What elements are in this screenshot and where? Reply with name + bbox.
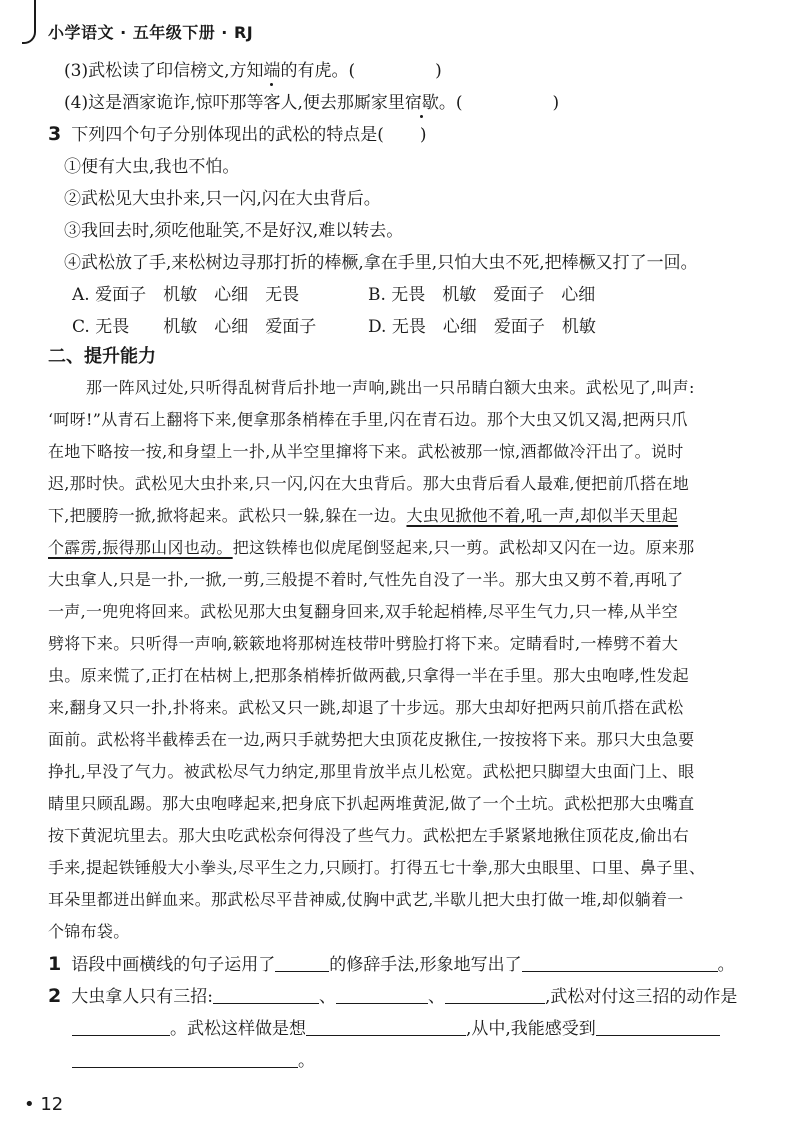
passage-line: 手来,提起铁锤般大小拳头,尽平生之力,只顾打。打得五七十拳,那大虫眼里、口里、鼻子里、 xyxy=(48,858,706,877)
passage-text: 下,把腰胯一掀,掀将起来。武松只一躲,躲在一边。 xyxy=(48,506,407,525)
q2-item-4-post: 。( xyxy=(438,93,463,113)
q3-stem-text: 下列四个句子分别体现出的武松的特点是( xyxy=(71,125,384,145)
passage-line: 一声,一兜兜将回来。武松见那大虫复翻身回来,双手轮起梢棒,尽平生气力,只一棒,从半空 xyxy=(48,602,679,621)
q2-text-e: 。 xyxy=(298,1051,315,1071)
q2-item-3-post: 的有虎。( xyxy=(280,61,356,81)
q1-number: 1 xyxy=(48,953,62,975)
answer-blank[interactable] xyxy=(213,987,319,1004)
q3-sentence-4: ④武松放了手,来松树边寻那打折的棒橛,拿在手里,只怕大虫不死,把棒橛又打了一回。 xyxy=(64,253,698,273)
q2-item-4-close: ) xyxy=(552,93,560,113)
q2-item-3-dotted: 端 xyxy=(263,61,281,81)
passage-line xyxy=(48,503,752,526)
passage-line: 来,翻身又只一扑,扑将来。武松又只一跳,却退了十步远。那大虫却好把两只前爪搭在武松 xyxy=(48,698,684,717)
q2-item-4-pre: (4)这是酒家诡诈,惊吓那等客人,便去那厮家里 xyxy=(64,93,405,113)
answer-blank[interactable] xyxy=(336,987,428,1004)
q2-item-3 xyxy=(64,56,442,81)
section-title: 二、提升能力 xyxy=(48,346,156,367)
passage-line: 大虫拿人,只是一扑,一掀,一剪,三般提不着时,气性先自没了一半。那大虫又剪不着,再吼了 xyxy=(48,570,684,589)
answer-blank[interactable] xyxy=(596,1019,720,1036)
passage-line: 睛里只顾乱踢。那大虫咆哮起来,把身底下扒起两堆黄泥,做了一个土坑。武松把那大虫嘴直 xyxy=(48,794,695,813)
passage-line: ‘呵呀!”从青石上翻将下来,便拿那条梢棒在手里,闪在青石边。那个大虫又饥又渴,把两只爪 xyxy=(48,410,688,429)
q2-item-4 xyxy=(64,88,559,113)
page-header: 小学语文 · 五年级下册 · RJ xyxy=(48,23,254,42)
passage-line: 按下黄泥坑里去。那大虫吃武松奈何得没了些气力。武松把左手紧紧地揪住顶花皮,偷出右 xyxy=(48,826,690,845)
passage-line: 个锦布袋。 xyxy=(48,922,130,941)
q3-close: ) xyxy=(419,125,427,145)
passage-text: 把这铁棒也似虎尾倒竖起来,只一剪。武松却又闪在一边。原来那 xyxy=(232,538,695,557)
passage-line: 劈将下来。只听得一声响,簌簌地将那树连枝带叶劈脸打将下来。定睛看时,一棒劈不着大 xyxy=(48,634,679,653)
q3-number: 3 xyxy=(48,123,62,145)
underlined-sentence: 个霹雳,振得那山冈也动。 xyxy=(48,538,233,557)
question-2 xyxy=(48,982,737,1007)
q3-option-a[interactable]: A. 爱面子 机敏 心细 无畏 xyxy=(72,285,300,305)
answer-blank[interactable] xyxy=(306,1019,466,1036)
answer-blank[interactable] xyxy=(522,955,718,972)
q1-text-a: 语段中画横线的句子运用了 xyxy=(71,955,276,975)
passage-line: 迟,那时快。武松见大虫扑来,只一闪,闪在大虫背后。那大虫背后看人最难,便把前爪搭在地 xyxy=(48,474,689,493)
q2-item-4-dotted: 宿歇 xyxy=(404,93,439,113)
q2-item-3-close: ) xyxy=(435,61,442,81)
q3-stem xyxy=(48,120,427,145)
q2-text-d: ,从中,我能感受到 xyxy=(466,1019,596,1039)
q2-text-c: 。武松这样做是想 xyxy=(170,1019,306,1039)
page-number: • 12 xyxy=(24,1094,64,1115)
q2-text-a: 大虫拿人只有三招: xyxy=(71,987,213,1007)
q3-option-d[interactable]: D. 无畏 心细 爱面子 机敏 xyxy=(368,317,596,337)
passage-line xyxy=(48,535,752,558)
answer-blank[interactable] xyxy=(72,1051,298,1068)
passage-line: 那一阵风过处,只听得乱树背后扑地一声响,跳出一只吊睛白额大虫来。武松见了,叫声: xyxy=(86,378,695,397)
q2-number: 2 xyxy=(48,985,62,1007)
passage-line: 虫。原来慌了,正打在枯树上,把那条梢棒折做两截,只拿得一半在手里。那大虫咆哮,性发起 xyxy=(48,666,689,685)
passage-line: 耳朵里都迸出鲜血来。那武松尽平昔神威,仗胸中武艺,半歇儿把大虫打做一堆,却似躺着一 xyxy=(48,890,684,909)
q1-text-b: 的修辞手法,形象地写出了 xyxy=(329,955,522,975)
passage-line: 挣扎,早没了气力。被武松尽气力纳定,那里肯放半点儿松宽。武松把只脚望大虫面门上、眼 xyxy=(48,762,695,781)
passage-line: 在地下略按一按,和身望上一扑,从半空里撺将下来。武松被那一惊,酒都做冷汗出了。说时 xyxy=(48,442,684,461)
q1-text-c: 。 xyxy=(717,955,735,975)
answer-blank[interactable] xyxy=(445,987,545,1004)
q2-sep-1: 、 xyxy=(318,987,336,1007)
q2-item-3-pre: (3)武松读了印信榜文,方知 xyxy=(64,61,264,81)
q3-sentence-2: ②武松见大虫扑来,只一闪,闪在大虫背后。 xyxy=(64,189,381,209)
q2-sep-2: 、 xyxy=(427,987,445,1007)
question-2-line-2 xyxy=(72,1014,720,1039)
underlined-sentence: 大虫见掀他不着,吼一声,却似半天里起 xyxy=(406,506,679,525)
q2-text-b: ,武松对付这三招的动作是 xyxy=(544,987,738,1007)
answer-blank[interactable] xyxy=(72,1019,170,1036)
corner-mark xyxy=(22,0,36,44)
q3-option-b[interactable]: B. 无畏 机敏 爱面子 心细 xyxy=(368,285,596,305)
question-1 xyxy=(48,950,735,975)
q3-sentence-3: ③我回去时,须吃他耻笑,不是好汉,难以转去。 xyxy=(64,221,404,241)
answer-blank[interactable] xyxy=(275,955,329,972)
question-2-line-3 xyxy=(72,1046,315,1071)
q3-sentence-1: ①便有大虫,我也不怕。 xyxy=(64,157,240,177)
passage-line: 面前。武松将半截棒丢在一边,两只手就势把大虫顶花皮揪住,一按按将下来。那只大虫急要 xyxy=(48,730,695,749)
q3-option-c[interactable]: C. 无畏 机敏 心细 爱面子 xyxy=(72,317,317,337)
